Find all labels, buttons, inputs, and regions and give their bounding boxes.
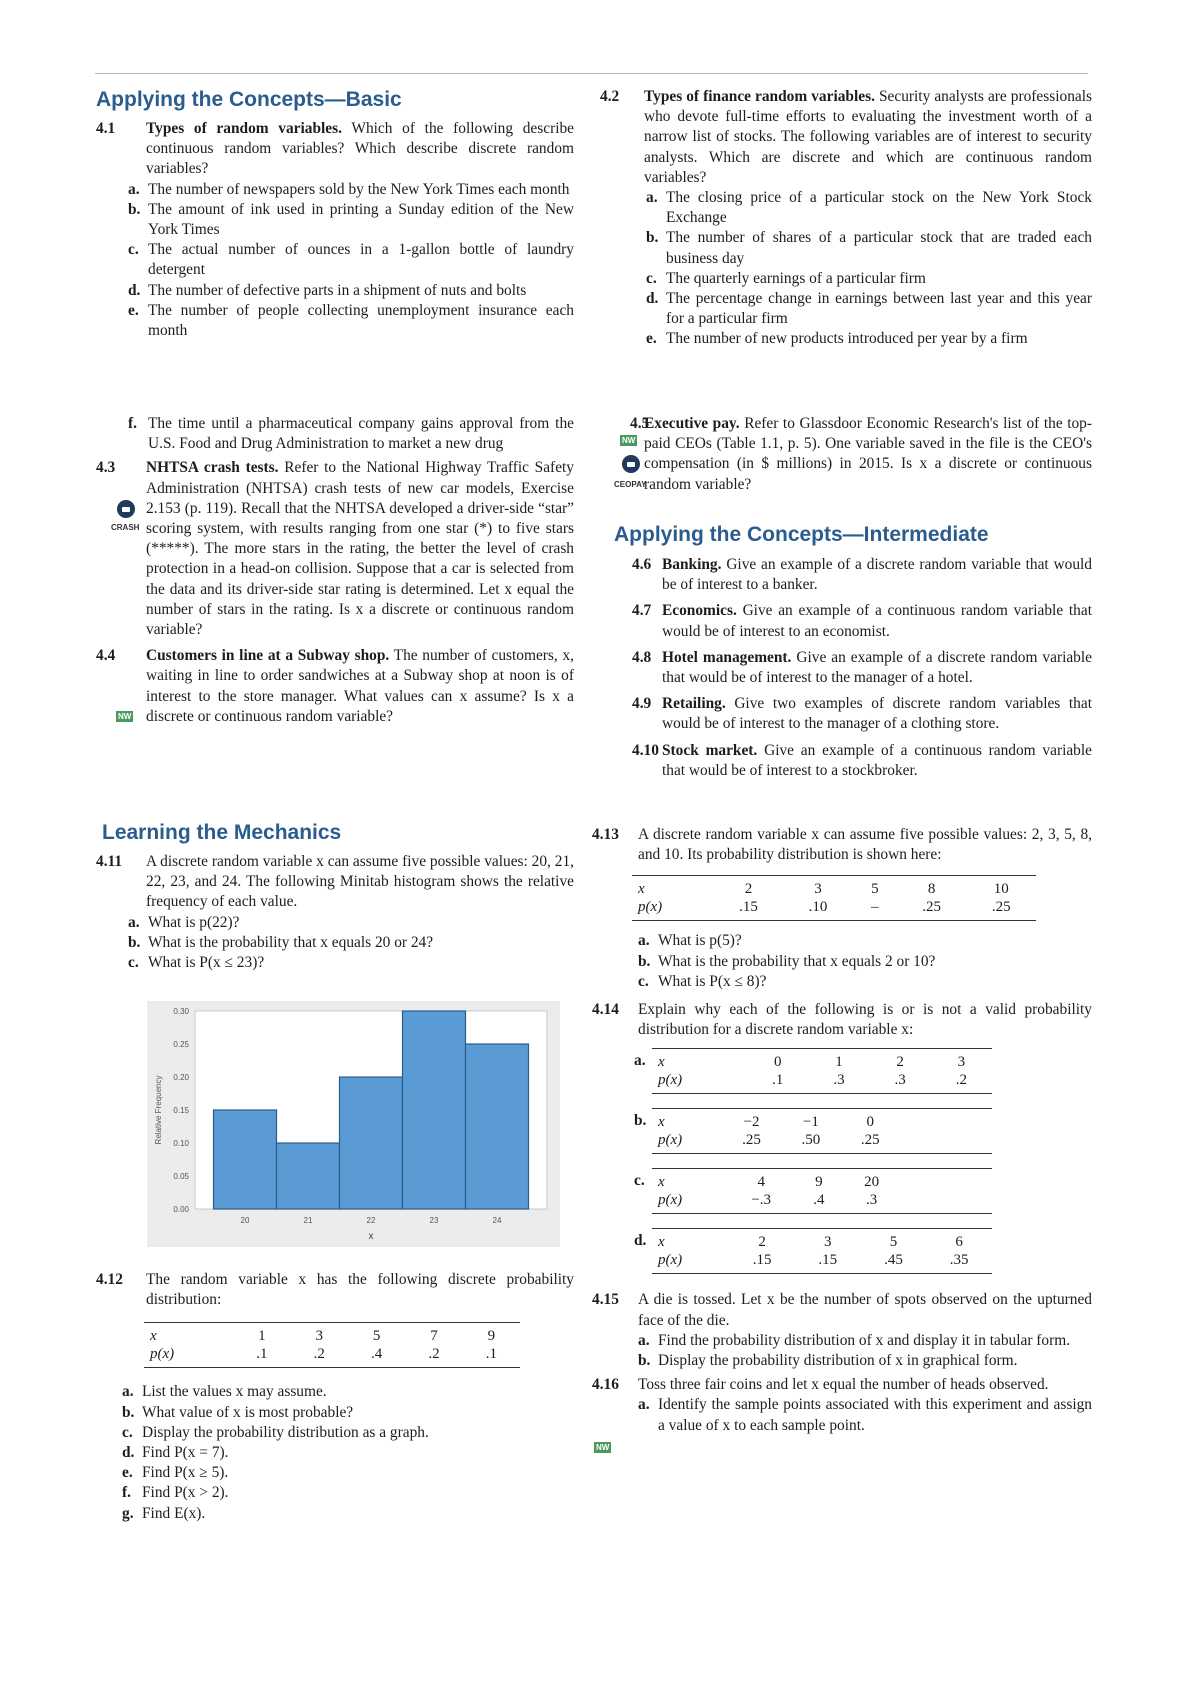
- part-text: What is p(22)?: [148, 913, 240, 931]
- part-text: Find the probability distribution of x and display it in tabular form.: [658, 1331, 1071, 1349]
- part-e: [600, 329, 1092, 349]
- part-label: b.: [638, 1352, 651, 1370]
- part-c: [96, 240, 574, 280]
- part-label: d.: [122, 1444, 135, 1462]
- part-text: What is the probability that x equals 2 or 10?: [658, 952, 936, 970]
- part-b: [600, 228, 1092, 268]
- exercise-4-16: [592, 1375, 1092, 1395]
- part-label: f.: [128, 415, 137, 432]
- part-text: Find P(x > 2).: [142, 1484, 229, 1502]
- table-4-14b: [634, 1108, 1092, 1154]
- p-value: .2: [931, 1071, 992, 1094]
- part-a: [96, 913, 574, 933]
- heading-learning-mechanics: Learning the Mechanics: [102, 821, 342, 844]
- x-label: x: [652, 1109, 722, 1132]
- part-text: What is P(x ≤ 8)?: [658, 972, 767, 990]
- distribution-table: [652, 1048, 992, 1094]
- part-text: The closing price of a particular stock on the New York Stock Exchange: [666, 189, 1092, 227]
- exercise-title: Banking.: [662, 556, 722, 573]
- exercise-title: NHTSA crash tests.: [146, 459, 279, 477]
- table-4-14d: [634, 1228, 1092, 1274]
- part-label: b.: [646, 229, 659, 247]
- part-d: [96, 281, 574, 301]
- x-tick-label: 20: [240, 1216, 250, 1225]
- exercise-title: Types of finance random variables.: [644, 88, 875, 105]
- exercise-4-3: [96, 458, 574, 640]
- part-label: c.: [128, 954, 139, 972]
- p-label: p(x): [652, 1131, 722, 1154]
- exercise-4-2: [600, 87, 1092, 188]
- y-axis-label: Relative Frequency: [154, 1075, 163, 1145]
- p-value: .15: [729, 1251, 795, 1274]
- exercise-title: Customers in line at a Subway shop.: [146, 647, 390, 665]
- x-value: −2: [722, 1109, 781, 1132]
- x-value: 20: [843, 1169, 900, 1192]
- exercise-4-15: [592, 1290, 1092, 1330]
- y-tick-label: 0.30: [173, 1007, 189, 1016]
- histogram-bar-20: [214, 1110, 277, 1209]
- distribution-table: [652, 1228, 992, 1274]
- part-text: The quarterly earnings of a particular firm: [666, 269, 926, 287]
- p-label: p(x): [652, 1071, 747, 1094]
- exercise-text: Which of the following describe continuous random variables? Which describe discrete random variables?: [146, 120, 574, 178]
- part-c: [592, 972, 1092, 992]
- part-label: d.: [646, 290, 659, 308]
- exercise-4-8: [600, 648, 1092, 688]
- left-column-middle: [96, 414, 574, 727]
- part-text: The actual number of ounces in a 1-gallon bottle of laundry detergent: [148, 241, 574, 279]
- x-value: 7: [405, 1323, 462, 1346]
- exercise-title: Economics.: [662, 602, 737, 620]
- exercise-4-4: [96, 646, 574, 727]
- x-value: 2: [729, 1229, 795, 1252]
- part-label: c.: [638, 972, 649, 990]
- x-label: x: [632, 876, 714, 899]
- part-label: b.: [638, 952, 651, 970]
- part-text: List the values x may assume.: [142, 1383, 327, 1401]
- part-label: b.: [634, 1112, 647, 1130]
- part-label: a.: [128, 180, 140, 198]
- exercise-4-9: [600, 694, 1092, 734]
- exercise-text: Give an example of a continuous random variable that would be of interest to a stockbroker.: [662, 741, 1092, 779]
- p-label: p(x): [632, 898, 714, 921]
- part-label: b.: [128, 933, 141, 951]
- exercise-4-2-parts: [600, 188, 1092, 350]
- x-value: −1: [781, 1109, 840, 1132]
- p-label: p(x): [652, 1191, 728, 1214]
- part-b: [592, 1351, 1092, 1371]
- exercise-text: Toss three fair coins and let x equal the number of heads observed.: [638, 1376, 1049, 1394]
- part-text: Find P(x = 7).: [142, 1444, 229, 1462]
- part-f: [90, 1483, 574, 1503]
- minitab-histogram: [147, 1001, 560, 1247]
- x-tick-label: 22: [366, 1216, 376, 1225]
- exercise-4-11: [96, 852, 574, 913]
- histogram-bar-22: [340, 1077, 403, 1209]
- part-text: The number of people collecting unemployment insurance each month: [148, 301, 574, 340]
- exercise-text: Give an example of a continuous random variable that would be of interest to an economist.: [662, 602, 1092, 640]
- distribution-table: [652, 1108, 992, 1154]
- part-text: Find E(x).: [142, 1504, 206, 1522]
- nw-badge: NW: [596, 1443, 610, 1452]
- x-value: 4: [728, 1169, 795, 1192]
- y-tick-label: 0.20: [173, 1073, 189, 1082]
- x-value: 5: [853, 876, 897, 899]
- p-label: p(x): [144, 1345, 233, 1368]
- y-tick-label: 0.25: [173, 1040, 189, 1049]
- x-value: 5: [348, 1323, 405, 1346]
- exercise-text: Refer to the National Highway Traffic Safety Administration (NHTSA) crash tests of new car models, Exercise 2.153 (p. 119). Recall that the NHTSA developed a driver-side “star” scoring system, with results ranging from one star (*) to five stars (*****). The more stars in the rating, the better the level of crash protection in a head-on collision. Suppose that a car is selected from the data and its driver-side star rating is determined. Let x equal the number of stars in the rating. Is x a discrete or continuous random variable?: [146, 459, 574, 639]
- nw-badge: NW: [622, 436, 636, 445]
- part-text: Identify the sample points associated with this experiment and assign a value of x to each sample point.: [658, 1396, 1092, 1434]
- x-value: 9: [463, 1323, 520, 1346]
- p-value: .50: [781, 1131, 840, 1154]
- part-a: [90, 1382, 574, 1402]
- exercise-number: 4.15: [592, 1291, 619, 1309]
- heading-applying-basic: Applying the Concepts—Basic: [96, 88, 402, 111]
- x-value: 10: [966, 876, 1036, 899]
- part-b: [96, 933, 574, 953]
- left-column-mechanics: [96, 820, 574, 973]
- part-c: [600, 269, 1092, 289]
- part-a: [592, 931, 1092, 951]
- part-label: a.: [646, 189, 658, 207]
- exercise-title: Executive pay.: [644, 415, 740, 432]
- exercise-text: A die is tossed. Let x be the number of spots observed on the upturned face of the die.: [638, 1291, 1092, 1329]
- exercise-text: A discrete random variable x can assume five possible values: 20, 21, 22, 23, and 24. The following Minitab histogram shows the relative frequency of each value.: [146, 853, 574, 911]
- exercise-number: 4.16: [592, 1376, 619, 1394]
- exercise-number: 4.11: [96, 853, 123, 870]
- part-a: [600, 188, 1092, 228]
- part-a: [592, 1395, 1092, 1435]
- part-label: a.: [122, 1383, 134, 1401]
- p-value: .15: [795, 1251, 861, 1274]
- nw-badge: NW: [118, 712, 132, 721]
- exercise-title: Retailing.: [662, 695, 726, 713]
- exercise-number: 4.9: [632, 695, 652, 713]
- p-value: .1: [233, 1345, 290, 1368]
- part-label: a.: [128, 913, 140, 931]
- exercise-4-13: [592, 825, 1092, 865]
- part-a: [592, 1331, 1092, 1351]
- p-value: .3: [870, 1071, 931, 1094]
- x-value: 3: [795, 1229, 861, 1252]
- x-value: 2: [870, 1049, 931, 1072]
- exercise-number: 4.14: [592, 1001, 619, 1019]
- part-d: [90, 1443, 574, 1463]
- part-e: [96, 301, 574, 341]
- exercise-number: 4.12: [96, 1271, 123, 1288]
- part-b: [90, 1403, 574, 1423]
- x-label: x: [652, 1229, 729, 1252]
- part-f: [96, 414, 574, 454]
- x-value: 1: [233, 1323, 290, 1346]
- distribution-table-4-13: [632, 875, 1036, 921]
- part-g: [90, 1504, 574, 1524]
- part-label: c.: [122, 1423, 133, 1441]
- exercise-title: Types of random variables.: [146, 120, 342, 137]
- right-column-top: [600, 87, 1092, 350]
- x-value: 6: [926, 1229, 992, 1252]
- p-value: .4: [794, 1191, 843, 1214]
- part-label: g.: [122, 1504, 134, 1522]
- p-value: .2: [291, 1345, 348, 1368]
- exercise-number: 4.4: [96, 647, 116, 665]
- exercise-text: A discrete random variable x can assume five possible values: 2, 3, 5, 8, and 10. Its probability distribution is shown here:: [638, 826, 1092, 864]
- part-e: [90, 1463, 574, 1483]
- part-label: b.: [128, 200, 141, 218]
- part-label: e.: [122, 1464, 133, 1482]
- table-4-14a: [634, 1048, 1092, 1094]
- ceopay-file-badge: CEOPAY: [614, 480, 647, 489]
- part-label: c.: [128, 241, 139, 259]
- p-value: .10: [783, 898, 853, 921]
- histogram-bar-23: [403, 1011, 466, 1209]
- exercise-text: Give an example of a discrete random variable that would be of interest to a banker.: [662, 556, 1092, 594]
- exercise-4-10: [600, 741, 1092, 781]
- right-column-4-13: [592, 825, 1092, 1436]
- p-value: .45: [861, 1251, 927, 1274]
- right-column-middle: [600, 414, 1092, 495]
- exercise-4-6: [600, 555, 1092, 595]
- x-axis-label: x: [368, 1231, 374, 1242]
- part-label: c.: [646, 269, 657, 287]
- exercise-number: 4.1: [96, 120, 116, 137]
- right-column-intermediate: [600, 522, 1092, 781]
- exercise-text: Explain why each of the following is or is not a valid probability distribution for a discrete random variable x:: [638, 1001, 1092, 1039]
- x-tick-label: 23: [429, 1216, 439, 1225]
- part-text: The number of shares of a particular stock that are traded each business day: [666, 229, 1092, 267]
- part-label: c.: [634, 1172, 645, 1190]
- part-text: Display the probability distribution as a graph.: [142, 1423, 429, 1441]
- x-label: x: [652, 1049, 747, 1072]
- x-value: 2: [714, 876, 784, 899]
- exercise-4-1: [96, 119, 574, 180]
- p-value: .3: [808, 1071, 869, 1094]
- table-4-14c: [634, 1168, 1092, 1214]
- part-b: [592, 952, 1092, 972]
- part-label: e.: [646, 330, 657, 348]
- x-tick-label: 21: [303, 1216, 313, 1225]
- part-text: What is the probability that x equals 20 or 24?: [148, 933, 434, 951]
- p-value: −.3: [728, 1191, 795, 1214]
- p-value: .35: [926, 1251, 992, 1274]
- part-label: f.: [122, 1484, 131, 1502]
- exercise-4-12-parts: [90, 1382, 574, 1523]
- exercise-number: 4.3: [96, 459, 116, 477]
- part-text: What value of x is most probable?: [142, 1403, 354, 1421]
- x-value: 5: [861, 1229, 927, 1252]
- part-text: The percentage change in earnings between last year and this year for a particular firm: [666, 290, 1092, 328]
- part-a: [96, 180, 574, 200]
- heading-applying-intermediate: Applying the Concepts—Intermediate: [614, 523, 989, 546]
- p-value: .2: [405, 1345, 462, 1368]
- data-set-icon: [622, 455, 640, 473]
- part-label: a.: [638, 1396, 650, 1414]
- y-tick-label: 0.05: [173, 1172, 189, 1181]
- part-label: a.: [638, 1331, 650, 1349]
- x-label: x: [652, 1169, 728, 1192]
- exercise-text: Give two examples of discrete random variables that would be of interest to the manager of a clothing store.: [662, 695, 1092, 733]
- p-value: .25: [966, 898, 1036, 921]
- part-d: [600, 289, 1092, 329]
- exercise-text: Refer to Glassdoor Economic Research's list of the top-paid CEOs (Table 1.1, p. 5). One variable saved in the file is the CEO's compensation (in $ millions) in 2015. Is x a discrete or continuous random variable?: [644, 415, 1092, 493]
- exercise-4-14: [592, 1000, 1092, 1040]
- p-value: –: [853, 898, 897, 921]
- exercise-number: 4.10: [632, 741, 659, 759]
- x-value: 8: [897, 876, 967, 899]
- x-value: 0: [841, 1109, 900, 1132]
- part-text: The number of new products introduced per year by a firm: [666, 330, 1028, 348]
- p-value: .1: [747, 1071, 808, 1094]
- exercise-4-1-parts: [96, 180, 574, 342]
- part-label: d.: [128, 281, 141, 299]
- part-text: The amount of ink used in printing a Sunday edition of the New York Times: [148, 200, 574, 239]
- histogram-bar-21: [277, 1143, 340, 1209]
- crash-file-badge: CRASH: [111, 523, 140, 532]
- exercise-number: 4.7: [632, 602, 652, 620]
- x-value: 9: [794, 1169, 843, 1192]
- exercise-4-7: [600, 601, 1092, 641]
- part-text: What is p(5)?: [658, 932, 742, 950]
- exercise-4-5: [600, 414, 1092, 495]
- p-label: p(x): [652, 1251, 729, 1274]
- part-c: [90, 1423, 574, 1443]
- p-value: .1: [463, 1345, 520, 1368]
- part-label: b.: [122, 1403, 135, 1421]
- p-value: .25: [841, 1131, 900, 1154]
- p-value: .25: [897, 898, 967, 921]
- y-tick-label: 0.00: [173, 1205, 189, 1214]
- part-text: The number of newspapers sold by the New York Times each month: [148, 180, 570, 198]
- exercise-number: 4.6: [632, 556, 652, 573]
- exercise-title: Hotel management.: [662, 648, 792, 666]
- part-label: e.: [128, 301, 139, 319]
- part-label: d.: [634, 1232, 647, 1250]
- exercise-text: Security analysts are professionals who devote full-time efforts to evaluating the investment worth of a narrow list of stocks. The following variables are of interest to security analysts. Which are discrete and which are continuous random variables?: [644, 88, 1092, 186]
- part-text: The time until a pharmaceutical company gains approval from the U.S. Food and Drug Administration to market a new drug: [148, 415, 574, 453]
- x-value: 3: [291, 1323, 348, 1346]
- histogram-svg: [147, 1001, 560, 1247]
- exercise-title: Stock market.: [662, 741, 758, 759]
- left-column-bottom: [96, 1270, 574, 1524]
- p-value: .25: [722, 1131, 781, 1154]
- x-label: x: [144, 1323, 233, 1346]
- exercise-number: 4.5: [630, 415, 650, 432]
- part-text: Find P(x ≥ 5).: [142, 1464, 229, 1482]
- part-text: The number of defective parts in a shipment of nuts and bolts: [148, 281, 527, 299]
- y-tick-label: 0.10: [173, 1139, 189, 1148]
- part-text: Display the probability distribution of x in graphical form.: [658, 1352, 1018, 1370]
- p-value: .15: [714, 898, 784, 921]
- data-set-icon: [117, 500, 135, 518]
- left-column-top: [96, 87, 574, 341]
- distribution-table-4-12: [144, 1322, 520, 1368]
- x-value: 3: [931, 1049, 992, 1072]
- part-label: a.: [638, 932, 650, 950]
- exercise-number: 4.8: [632, 648, 652, 666]
- part-b: [96, 200, 574, 240]
- exercise-number: 4.2: [600, 88, 620, 105]
- exercise-text: The number of customers, x, waiting in line to order sandwiches at a Subway shop at noon is of interest to the store manager. What values can x assume? Is x a discrete or continuous random variable?: [146, 647, 574, 725]
- part-text: What is P(x ≤ 23)?: [148, 954, 265, 972]
- p-value: .3: [843, 1191, 900, 1214]
- exercise-text: The random variable x has the following discrete probability distribution:: [146, 1271, 574, 1309]
- x-value: 3: [783, 876, 853, 899]
- exercise-number: 4.13: [592, 826, 619, 843]
- part-c: [96, 953, 574, 973]
- part-label: a.: [634, 1052, 646, 1070]
- y-tick-label: 0.15: [173, 1106, 189, 1115]
- x-value: 1: [808, 1049, 869, 1072]
- x-tick-label: 24: [492, 1216, 502, 1225]
- p-value: .4: [348, 1345, 405, 1368]
- exercise-text: Give an example of a discrete random variable that would be of interest to the manager of a hotel.: [662, 648, 1092, 687]
- x-value: 0: [747, 1049, 808, 1072]
- histogram-bar-24: [466, 1044, 529, 1209]
- exercise-4-12: [96, 1270, 574, 1310]
- distribution-table: [652, 1168, 992, 1214]
- top-rule: [95, 73, 1088, 74]
